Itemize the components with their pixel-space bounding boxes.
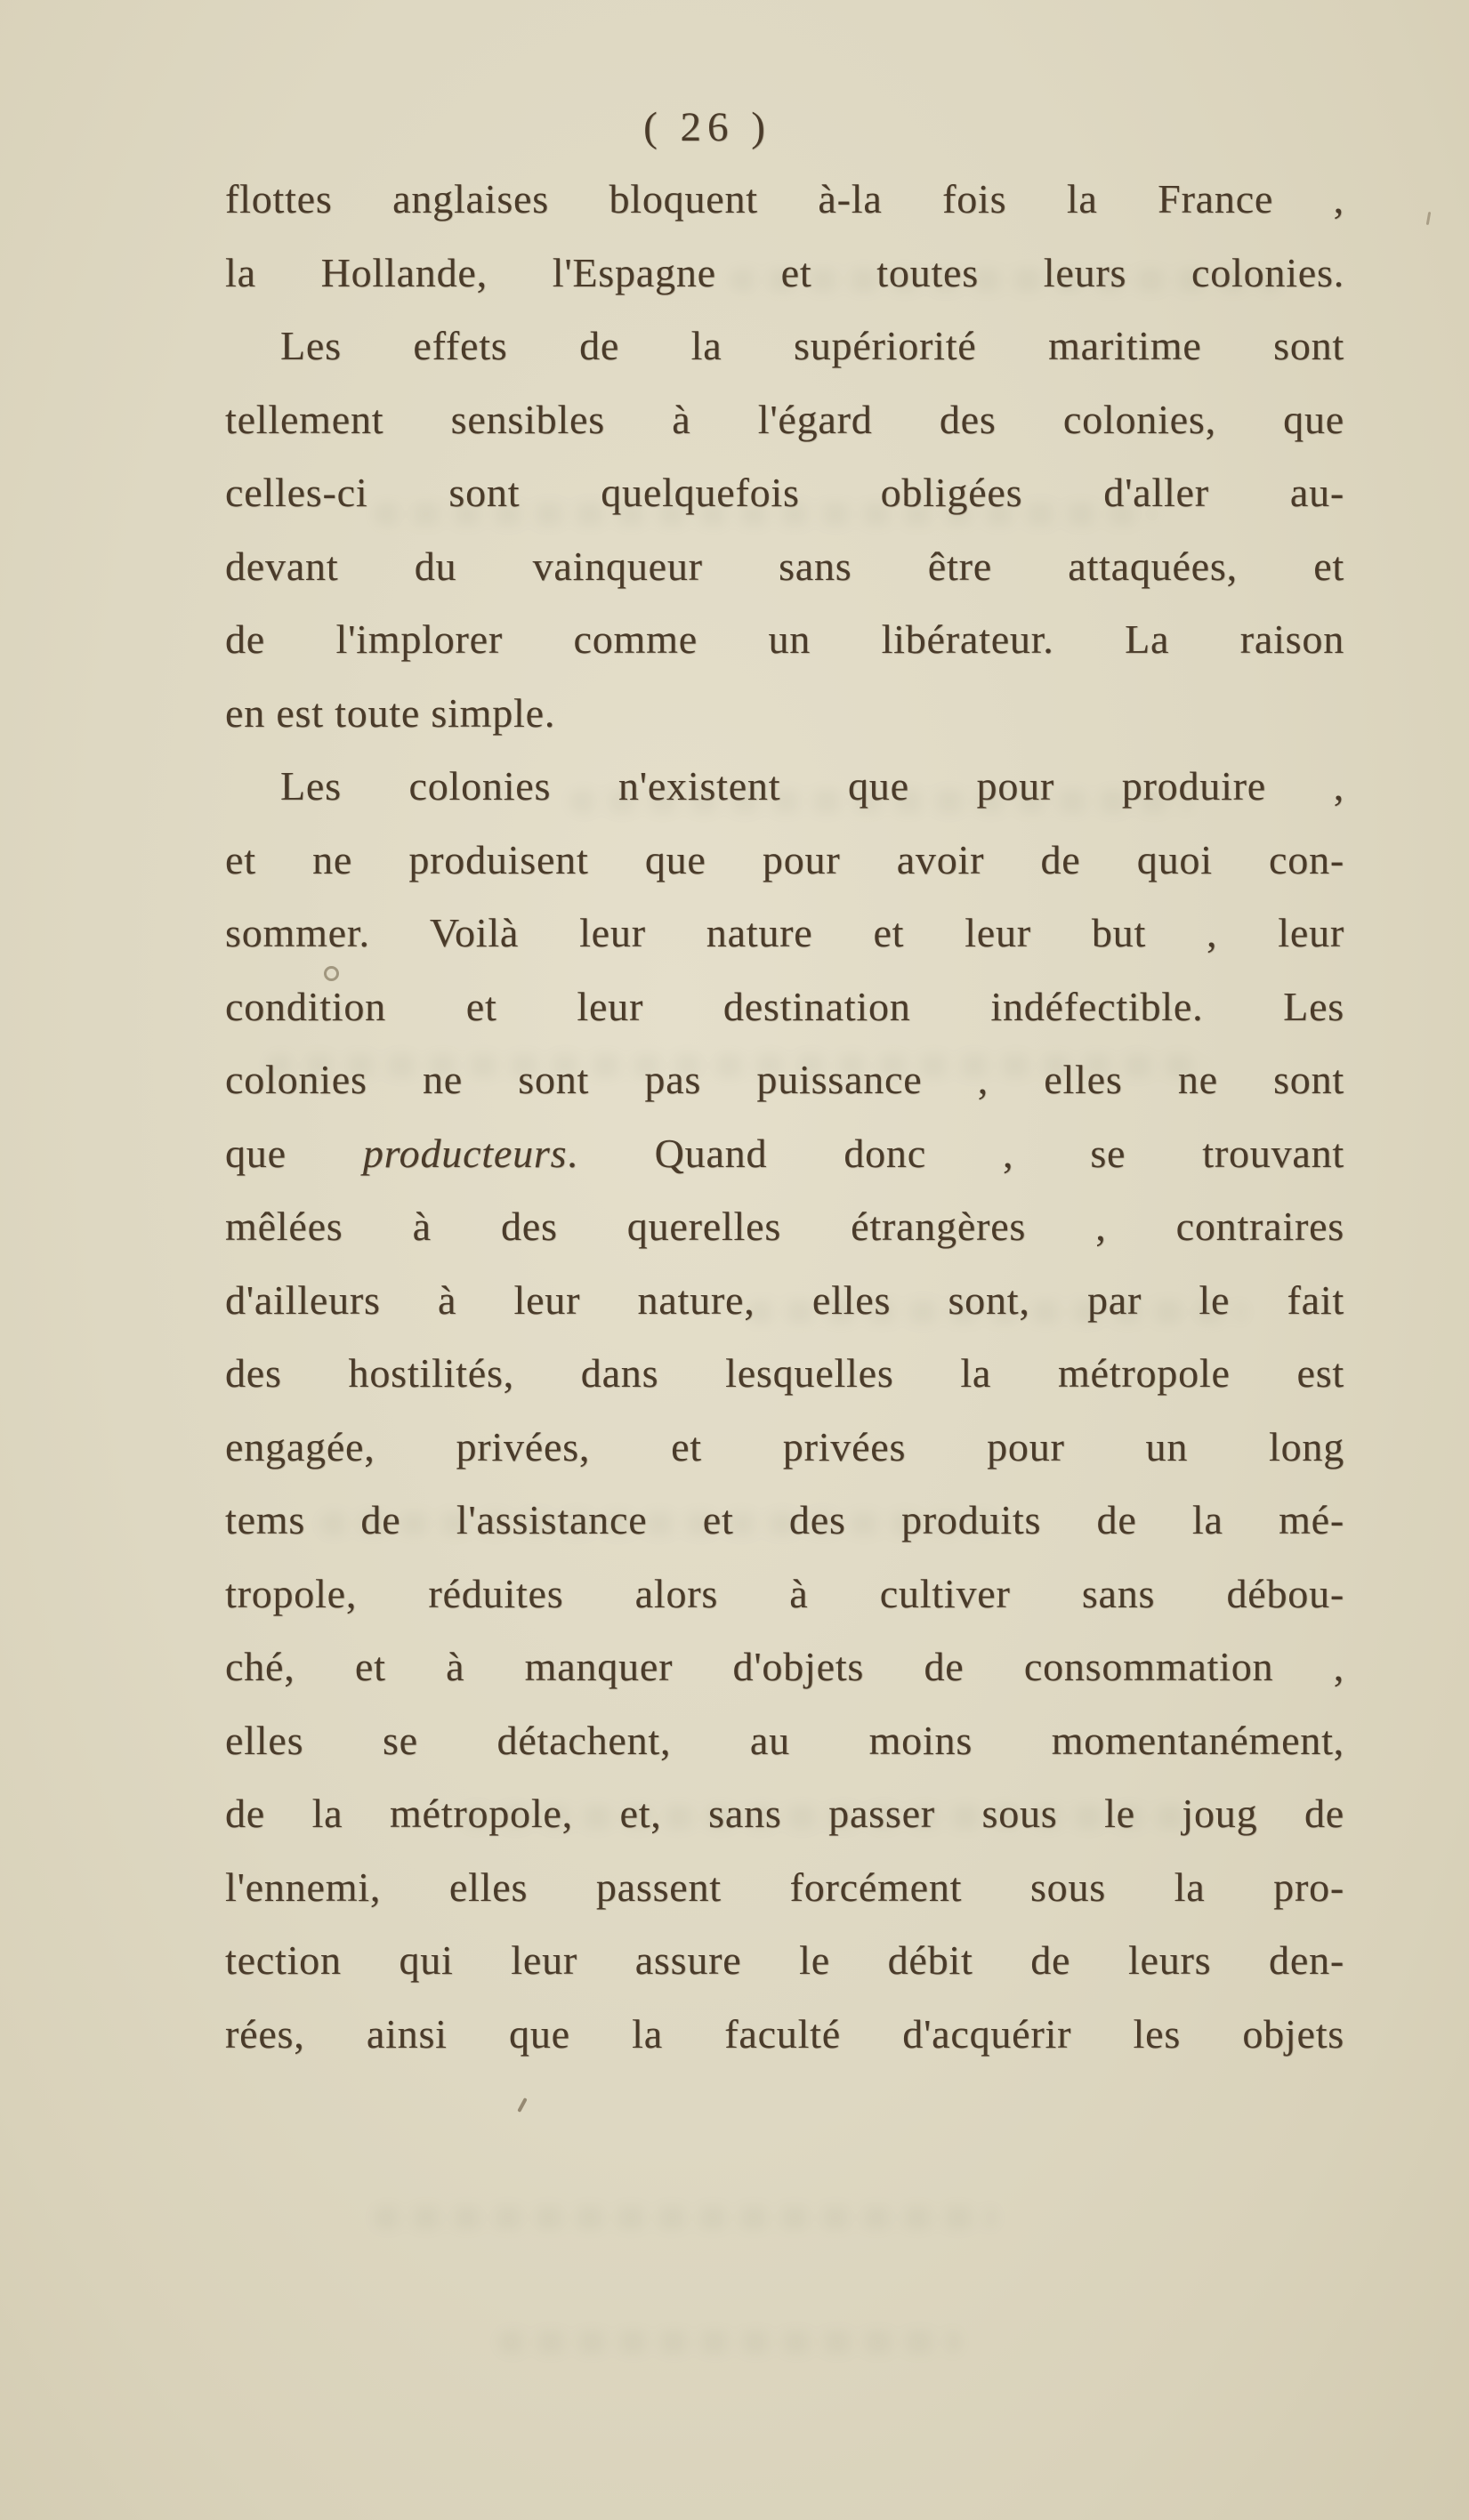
text-segment-italic: producteurs: [362, 1130, 568, 1176]
text-line: mêlées à des querelles étrangères , contraires: [225, 1204, 1344, 1249]
text-line: colonies ne sont pas puissance , elles ne sont: [225, 1057, 1344, 1102]
text-line: Les effets de la supériorité maritime sont: [280, 323, 1344, 368]
text-line: rées, ainsi que la faculté d'acquérir les objets: [225, 2010, 1344, 2057]
text-line: condition et leur destination indéfectible. Les: [225, 983, 1344, 1029]
text-line: tems de l'assistance et des produits de la mé-: [225, 1497, 1344, 1542]
text-line: et ne produisent que pour avoir de quoi con-: [225, 836, 1344, 882]
text-segment: . Quand donc , se trouvant: [567, 1130, 1345, 1176]
text-line: sommer. Voilà leur nature et leur but , leur: [225, 910, 1344, 955]
text-line: devant du vainqueur sans être attaquées, et: [225, 543, 1344, 589]
text-line: d'ailleurs à leur nature, elles sont, par le fait: [225, 1276, 1344, 1323]
text-line: de la métropole, et, sans passer sous le joug de: [225, 1791, 1344, 1836]
ink-speck-comma: [517, 2097, 528, 2113]
text-line: tropole, réduites alors à cultiver sans débou-: [225, 1570, 1344, 1616]
showthrough-smudge: [374, 2206, 997, 2229]
text-line: l'ennemi, elles passent forcément sous la pro-: [225, 1864, 1344, 1910]
text-line: flottes anglaises bloquent à-la fois la France ,: [225, 176, 1344, 221]
ink-speck-tick: [1426, 212, 1432, 225]
text-line: de l'implorer comme un libérateur. La raison: [225, 616, 1344, 662]
text-line: la Hollande, l'Espagne et toutes leurs colonies.: [225, 249, 1344, 295]
text-line: elles se détachent, au moins momentanément,: [225, 1717, 1344, 1763]
text-line: celles-ci sont quelquefois obligées d'aller au-: [225, 470, 1344, 515]
text-line: [225, 1117, 1344, 1191]
text-segment: que: [225, 1130, 363, 1176]
text-line: Les colonies n'existent que pour produire ,: [280, 763, 1344, 809]
text-line: engagée, privées, et privées pour un long: [225, 1423, 1344, 1469]
showthrough-smudge: [498, 2331, 961, 2354]
text-line: ché, et à manquer d'objets de consommation ,: [225, 1644, 1344, 1689]
ink-speck-ring: [324, 966, 339, 981]
text-line: tection qui leur assure le débit de leurs den-: [225, 1937, 1344, 1983]
text-line: tellement sensibles à l'égard des colonies, que: [225, 396, 1344, 442]
page-number: ( 26 ): [643, 104, 771, 150]
text-line: des hostilités, dans lesquelles la métropole est: [225, 1350, 1344, 1396]
text-line: en est toute simple.: [225, 689, 556, 736]
text-block: [225, 163, 1344, 2071]
